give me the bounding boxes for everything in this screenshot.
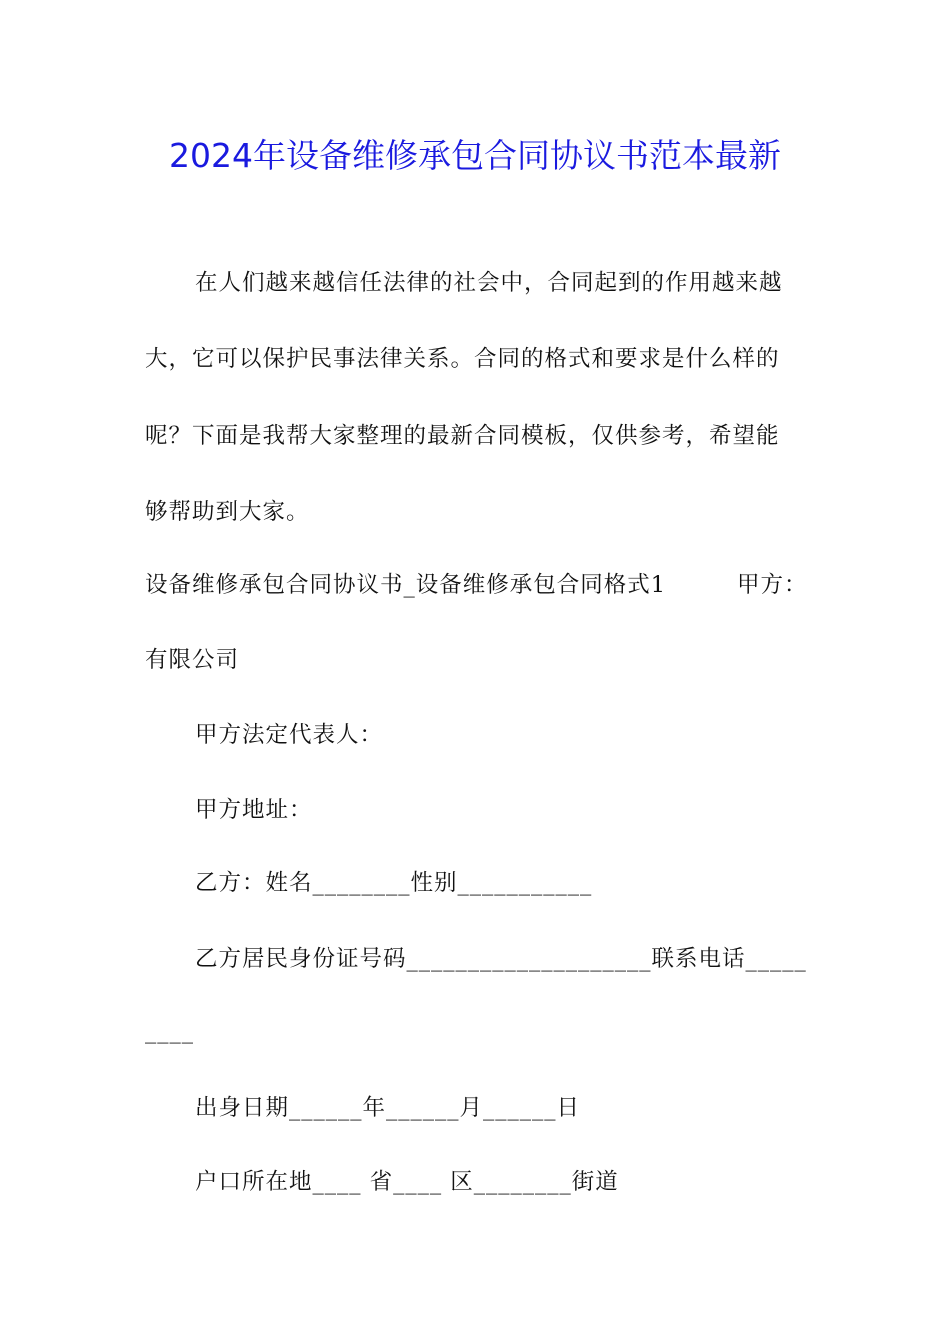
household-location-field: 户口所在地____ 省____ 区________街道 — [195, 1169, 619, 1195]
contract-heading: 设备维修承包合同协议书_设备维修承包合同格式1 — [145, 572, 667, 598]
party-a-name: 有限公司 — [145, 647, 240, 673]
intro-line-3: 呢？下面是我帮大家整理的最新合同模板，仅供参考，希望能 — [145, 423, 780, 449]
intro-line-2: 大，它可以保护民事法律关系。合同的格式和要求是什么样的 — [145, 346, 780, 372]
party-a-address-field: 甲方地址： — [195, 797, 313, 823]
party-a-rep-field: 甲方法定代表人： — [195, 722, 384, 748]
party-b-id-phone-field: 乙方居民身份证号码____________________联系电话_____ — [195, 946, 807, 972]
party-b-name-gender-field: 乙方：姓名________性别___________ — [195, 870, 593, 896]
intro-line-4: 够帮助到大家。 — [145, 499, 310, 525]
birth-date-field: 出身日期______年______月______日 — [195, 1095, 581, 1121]
party-b-id-phone-cont: ____ — [145, 1018, 194, 1044]
intro-line-1: 在人们越来越信任法律的社会中，合同起到的作用越来越 — [195, 270, 783, 296]
party-a-label: 甲方： — [737, 572, 808, 598]
document-title: 2024年设备维修承包合同协议书范本最新 — [169, 136, 781, 175]
